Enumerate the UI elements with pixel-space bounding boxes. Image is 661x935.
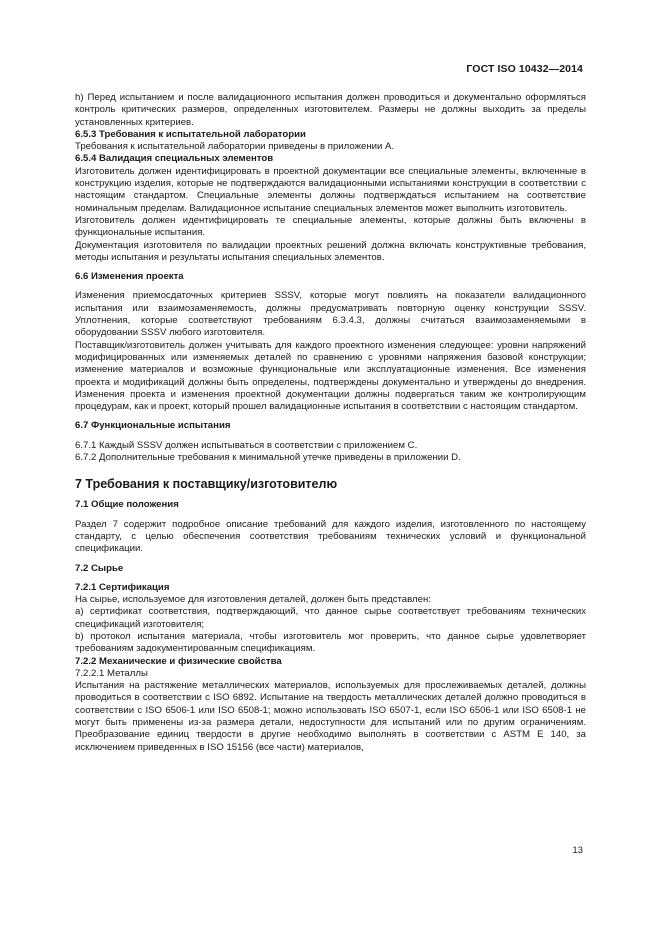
heading-6-5-3: 6.5.3 Требования к испытательной лаборатории	[75, 128, 306, 140]
subheading-7-2-2-1: 7.2.2.1 Металлы	[75, 667, 148, 679]
paragraph-6-6-b: Поставщик/изготовитель должен учитывать для каждого проектного изменения следующее: уровни напряжений модифицированных или изменяемых деталей по сравнению с уровнями напряжения базовой конструкции; изменение материалов и возможные функциональные или эксплуатационные изменения. Все изменения проекта и модификаций должны быть определены, подтверждены документально и утверждены до внедрения. Изменения проекта и изменения проектной документации должны подвергаться таким же контролирующим процедурам, как и проект, который прошел валидационные испытания в соответствии с настоящим стандартом.	[75, 339, 586, 413]
heading-7-1: 7.1 Общие положения	[75, 499, 179, 511]
paragraph-6-7-2: 6.7.2 Дополнительные требования к минимальной утечке приведены в приложении D.	[75, 452, 461, 464]
page-number: 13	[572, 845, 583, 856]
paragraph-item-h: h) Перед испытанием и после валидационного испытания должен проводиться и документально оформляться контроль критических размеров, определенных изготовителем. Размеры не должны выходить за пределы установленных критериев.	[75, 92, 586, 128]
paragraph-6-5-4-b: Изготовитель должен идентифицировать те специальные элементы, которые должны быть включены в функциональные испытания.	[75, 214, 586, 239]
heading-7-2-1: 7.2.1 Сертификация	[75, 581, 170, 593]
heading-7-2-2: 7.2.2 Механические и физические свойства	[75, 655, 282, 667]
paragraph-7-1: Раздел 7 содержит подробное описание требований для каждого изделия, изготовленного по настоящему стандарту, с целью обеспечения соответствия требованиям технических условий и функциональной спецификации.	[75, 518, 586, 555]
document-code-header: ГОСТ ISO 10432—2014	[466, 63, 583, 75]
heading-6-7: 6.7 Функциональные испытания	[75, 420, 231, 432]
heading-6-5-4: 6.5.4 Валидация специальных элементов	[75, 153, 274, 165]
heading-6-6: 6.6 Изменения проекта	[75, 271, 184, 283]
paragraph-6-6-a: Изменения приемосдаточных критериев SSSV, которые могут повлиять на показатели валидационного испытания или взаимозаменяемость, должны предусматривать повторную оценку конструкции SSSV. Уплотнения, которые соответствуют требованиям 6.3.4.3, должны считаться взаимозаменяемыми в оборудовании SSSV любого изготовителя.	[75, 290, 586, 339]
paragraph-6-5-3: Требования к испытательной лаборатории приведены в приложении А.	[75, 141, 395, 153]
paragraph-7-2-2-1: Испытания на растяжение металлических материалов, используемых для прослеживаемых деталей, должны проводиться в соответствии с ISO 6892. Испытание на твердость металлических деталей должно проводиться в соответствии с ISO 6506-1 или ISO 6508-1; можно использовать ISO 6507-1, если ISO 6506-1 или ISO 6508-1 не могут быть применены из-за размера детали, недоступности для испытаний или по другим ограничениям. Преобразование единиц твердости в другие необходимо выполнять в соответствии с ASTM Е 140, за исключением приведенных в ISO 15156 (все части) материалов,	[75, 680, 586, 753]
paragraph-7-2-1-c: b) протокол испытания материала, чтобы изготовитель мог проверить, что данное сырье удовлетворяет требованиям задокументированным спецификациям.	[75, 630, 586, 655]
paragraph-6-7-1: 6.7.1 Каждый SSSV должен испытываться в соответствии с приложением С.	[75, 439, 418, 451]
page-body	[75, 92, 586, 754]
paragraph-6-5-4-c: Документация изготовителя по валидации проектных решений должна включать конструктивные требования, методы испытания и результаты испытания специальных элементов.	[75, 239, 586, 263]
heading-section-7: 7 Требования к поставщику/изготовителю	[75, 477, 338, 492]
paragraph-6-5-4-a: Изготовитель должен идентифицировать в проектной документации все специальные элементы, включенные в конструкцию изделия, которые не подтверждаются валидационными испытаниями конструкции в соответствии с настоящим стандартом. Специальные элементы должны подтверждаться испытанием на соответствие номинальным пределам. Валидационное испытание специальных элементов может выполнить изготовитель.	[75, 165, 586, 214]
paragraph-7-2-1-a: На сырье, используемое для изготовления деталей, должен быть представлен:	[75, 594, 431, 606]
paragraph-7-2-1-b: а) сертификат соответствия, подтверждающий, что данное сырье соответствует требованиям технических спецификаций изготовителя;	[75, 606, 586, 630]
heading-7-2: 7.2 Сырье	[75, 562, 124, 574]
